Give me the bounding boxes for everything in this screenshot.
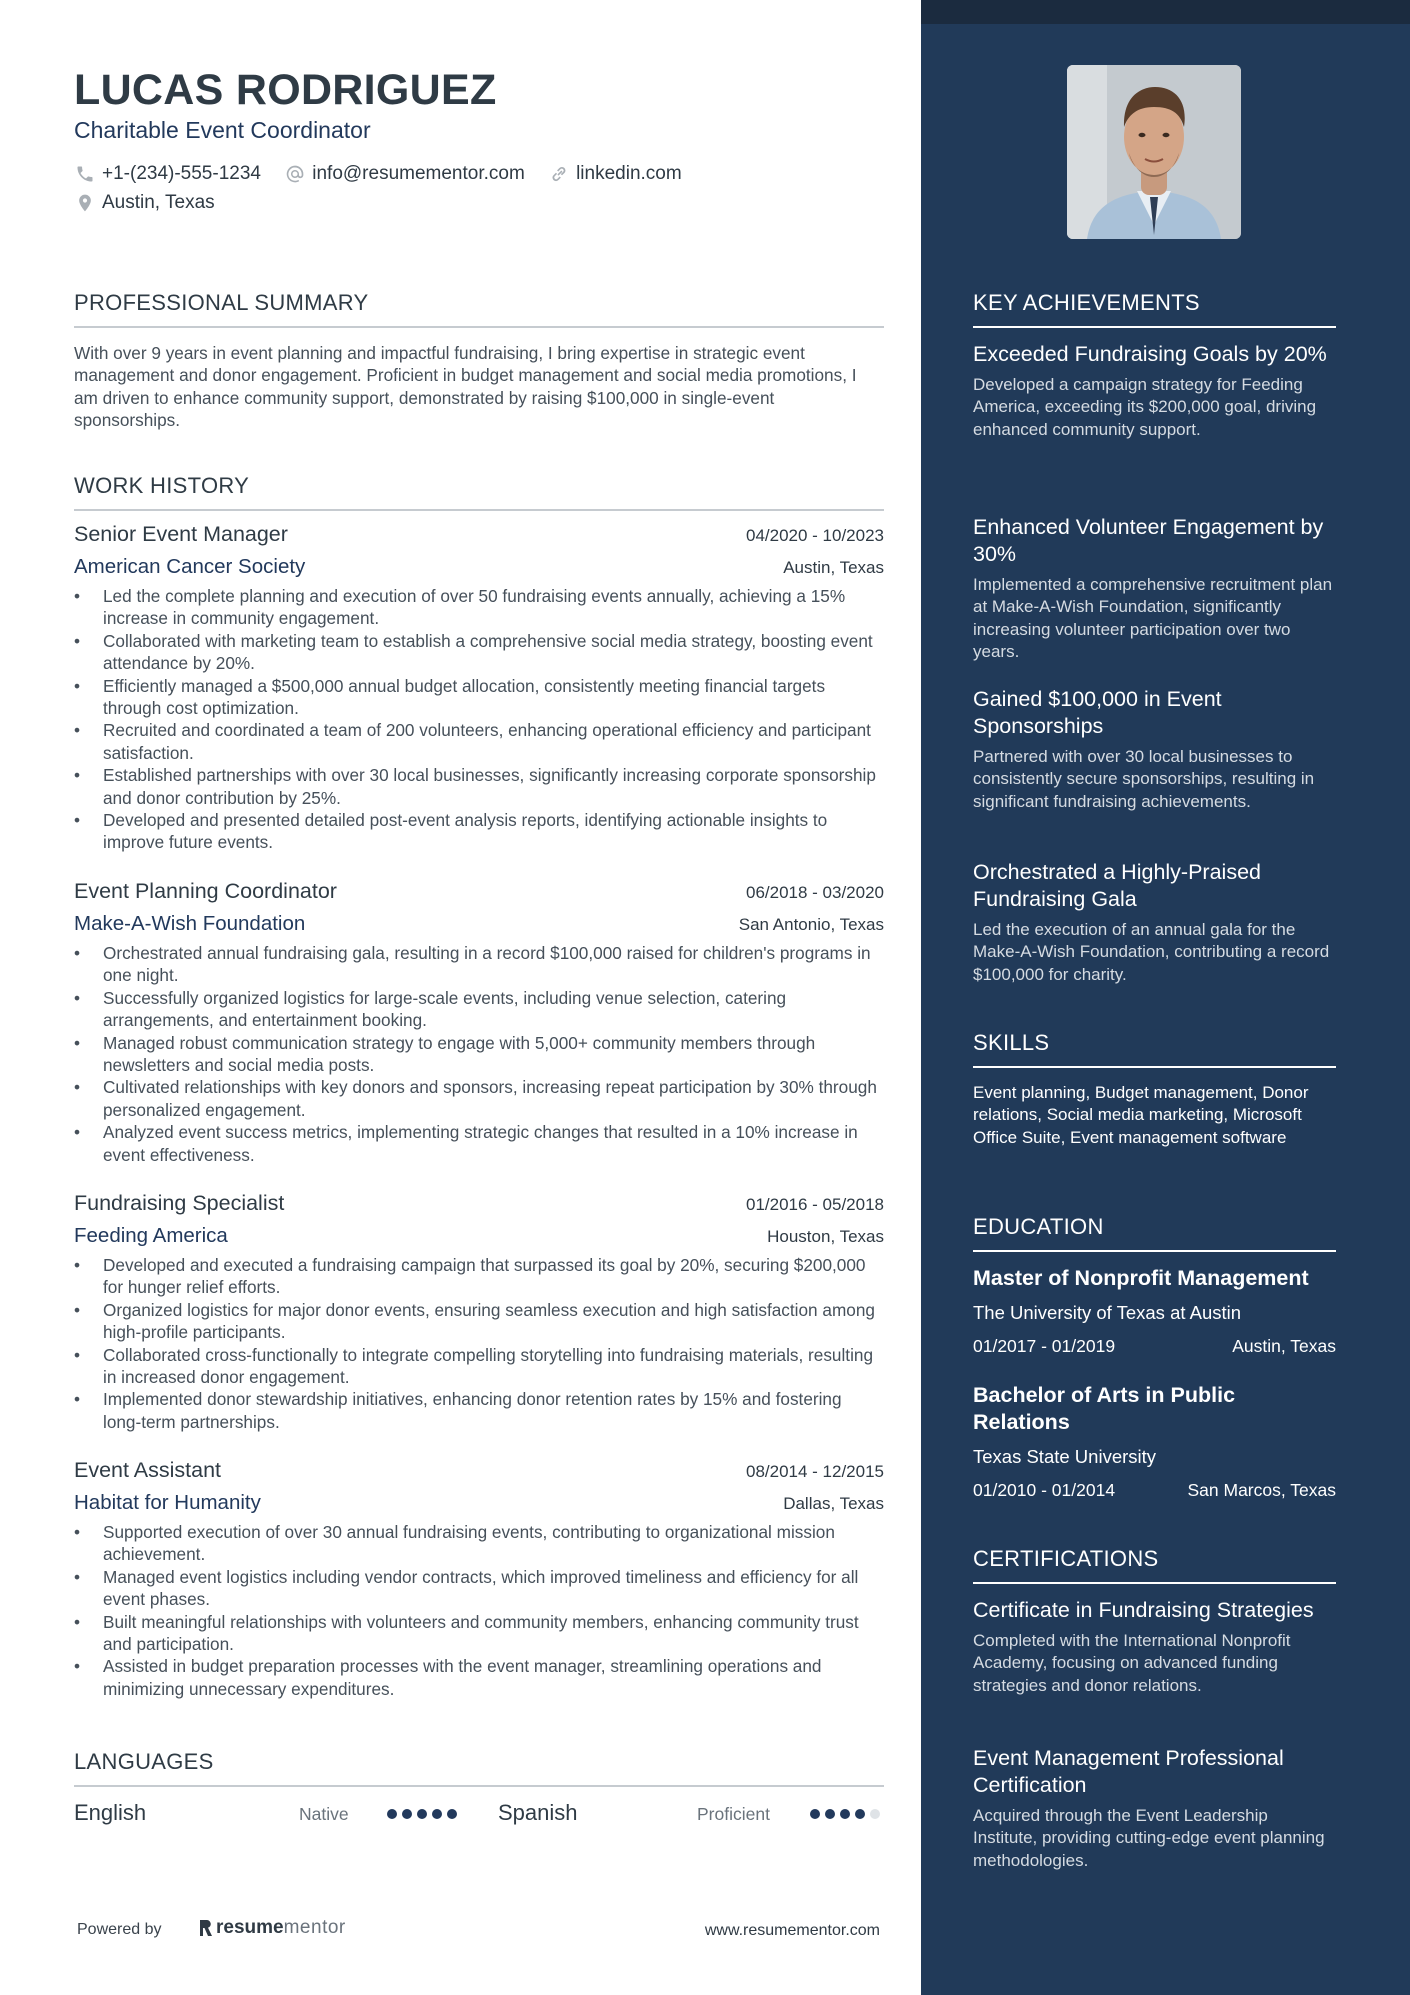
achievement-title: Exceeded Fundraising Goals by 20%: [973, 342, 1327, 366]
job-role: Event Planning Coordinator: [74, 879, 337, 903]
job-dates: 08/2014 - 12/2015: [745, 1462, 884, 1481]
phone-icon: [74, 163, 96, 185]
rating-dot-filled: [447, 1809, 457, 1819]
certifications-heading: CERTIFICATIONS: [973, 1546, 1336, 1584]
job-bullet: • Successfully organized logistics for large-scale events, including venue selection, catering arrangements, and entertainment booking.: [74, 987, 884, 1032]
job-entry: [74, 1458, 884, 1700]
job-company: Habitat for Humanity: [74, 1491, 261, 1514]
powered-by-text: Powered by: [77, 1921, 162, 1938]
link-icon: [548, 163, 570, 185]
job-bullet: • Organized logistics for major donor events, ensuring seamless execution and high satisfaction among high-profile participants.: [74, 1299, 884, 1344]
profile-photo: [1067, 65, 1241, 239]
job-bullet: • Managed event logistics including vendor contracts, which improved timeliness and efficiency for all event phases.: [74, 1566, 884, 1611]
job-bullet: • Led the complete planning and execution of over 50 fundraising events annually, achieving a 15% increase in community engagement.: [74, 585, 884, 630]
rating-dot-filled: [387, 1809, 397, 1819]
job-bullets: [74, 585, 884, 854]
rating-dot-filled: [810, 1809, 820, 1819]
languages-row: [74, 1796, 884, 1830]
job-bullet: • Established partnerships with over 30 local businesses, significantly increasing corporate sponsorship and donor contribution by 25%.: [74, 764, 884, 809]
job-location: Houston, Texas: [767, 1227, 884, 1246]
rating-dot-filled: [840, 1809, 850, 1819]
location-text: Austin, Texas: [102, 192, 215, 213]
achievement-desc: Developed a campaign strategy for Feeding America, exceeding its $200,000 goal, driving enhanced community support.: [973, 375, 1317, 439]
achievement-title: Gained $100,000 in Event Sponsorships: [973, 687, 1222, 738]
language-level: Native: [299, 1804, 349, 1824]
education-location: San Marcos, Texas: [1187, 1480, 1336, 1500]
job-company: Make-A-Wish Foundation: [74, 912, 306, 935]
skills-text: Event planning, Budget management, Donor relations, Social media marketing, Microsoft Office Suite, Event management software: [973, 1083, 1309, 1147]
email-contact[interactable]: [284, 160, 525, 187]
education-location: Austin, Texas: [1232, 1336, 1336, 1356]
sidebar: [921, 0, 1410, 1995]
education-item: [973, 1265, 1336, 1357]
summary-heading: PROFESSIONAL SUMMARY: [74, 290, 884, 328]
job-dates: 06/2018 - 03/2020: [745, 883, 884, 902]
job-company: American Cancer Society: [74, 555, 306, 578]
job-location: San Antonio, Texas: [738, 915, 884, 934]
job-dates: 04/2020 - 10/2023: [745, 526, 884, 545]
sidebar-top-bar: [921, 0, 1410, 24]
job-location: Austin, Texas: [783, 558, 884, 577]
job-entry: [74, 522, 884, 854]
job-bullets: [74, 1521, 884, 1700]
job-role: Fundraising Specialist: [74, 1191, 285, 1215]
rating-dot-empty: [870, 1809, 880, 1819]
achievement-item: [973, 514, 1336, 664]
job-bullet: • Developed and presented detailed post-event analysis reports, identifying actionable insights to improve future events.: [74, 809, 884, 854]
education-heading: EDUCATION: [973, 1214, 1336, 1252]
job-bullet: • Efficiently managed a $500,000 annual budget allocation, consistently meeting financial targets through cost optimization.: [74, 675, 884, 720]
job-bullet: • Cultivated relationships with key donors and sponsors, increasing repeat participation by 30% through personalized engagement.: [74, 1076, 884, 1121]
footer: [74, 1915, 884, 1945]
phone-contact[interactable]: [74, 160, 261, 187]
achievement-item: [973, 686, 1336, 813]
education-degree: Bachelor of Arts in Public Relations: [973, 1383, 1236, 1434]
rating-dot-filled: [417, 1809, 427, 1819]
at-icon: [284, 163, 306, 185]
job-role: Senior Event Manager: [74, 522, 288, 546]
language-name: Spanish: [498, 1800, 578, 1825]
achievement-item: [973, 341, 1336, 441]
website-link[interactable]: www.resumementor.com: [704, 1922, 880, 1939]
portrait-illustration: [1067, 65, 1241, 239]
email-text: info@resumementor.com: [312, 162, 525, 184]
skills-heading: SKILLS: [973, 1030, 1336, 1068]
job-bullets: [74, 942, 884, 1166]
work-history-heading: WORK HISTORY: [74, 473, 884, 511]
certification-item: [973, 1745, 1336, 1872]
job-bullet: • Developed and executed a fundraising campaign that surpassed its goal by 20%, securing $200,000 for hunger relief efforts.: [74, 1254, 884, 1299]
summary-text: With over 9 years in event planning and impactful fundraising, I bring expertise in strategic event management and donor engagement. Proficient in budget management and social media promotions, I am driven to enhance community support, demonstrated by raising $100,000 in single-event sponsorships.: [74, 343, 857, 431]
achievements-heading: KEY ACHIEVEMENTS: [973, 290, 1336, 328]
education-dates: 01/2010 - 01/2014: [973, 1480, 1116, 1500]
job-role: Event Assistant: [74, 1458, 221, 1482]
job-entry: [74, 879, 884, 1166]
job-bullet: • Collaborated cross-functionally to integrate compelling storytelling into fundraising materials, resulting in increased donor engagement.: [74, 1344, 884, 1389]
contact-info: [74, 160, 884, 219]
education-school: Texas State University: [973, 1446, 1157, 1467]
logo-text-light: mentor: [283, 1917, 346, 1938]
job-location: Dallas, Texas: [783, 1494, 884, 1513]
linkedin-contact[interactable]: [548, 160, 682, 187]
certification-title: Certificate in Fundraising Strategies: [973, 1598, 1314, 1622]
logo-mark-icon: [198, 1918, 213, 1938]
achievement-desc: Implemented a comprehensive recruitment plan at Make-A-Wish Foundation, significantly increasing volunteer participation over two years.: [973, 575, 1333, 662]
job-bullet: • Supported execution of over 30 annual fundraising events, contributing to organizational mission achievement.: [74, 1521, 884, 1566]
certification-title: Event Management Professional Certification: [973, 1746, 1284, 1797]
linkedin-text: linkedin.com: [576, 162, 682, 184]
job-bullet: • Analyzed event success metrics, implementing strategic changes that resulted in a 10% increase in event effectiveness.: [74, 1121, 884, 1166]
achievement-item: [973, 859, 1336, 986]
job-bullet: • Collaborated with marketing team to establish a comprehensive social media strategy, boosting event attendance by 20%.: [74, 630, 884, 675]
job-bullet: • Managed robust communication strategy to engage with 5,000+ community members through newsletters and social media posts.: [74, 1032, 884, 1077]
job-dates: 01/2016 - 05/2018: [745, 1195, 884, 1214]
language-rating: [810, 1809, 880, 1819]
job-bullet: • Implemented donor stewardship initiatives, enhancing donor retention rates by 15% and fostering long-term partnerships.: [74, 1388, 884, 1433]
education-item: [973, 1382, 1336, 1501]
rating-dot-filled: [432, 1809, 442, 1819]
languages-heading: LANGUAGES: [74, 1749, 884, 1787]
certification-item: [973, 1597, 1336, 1697]
phone-text: +1-(234)-555-1234: [102, 162, 261, 184]
job-bullet: • Orchestrated annual fundraising gala, resulting in a record $100,000 raised for children's programs in one night.: [74, 942, 884, 987]
job-bullet: • Recruited and coordinated a team of 200 volunteers, enhancing operational efficiency and participant satisfaction.: [74, 719, 884, 764]
job-bullet: • Built meaningful relationships with volunteers and community members, enhancing community trust and participation.: [74, 1611, 884, 1656]
job-company: Feeding America: [74, 1224, 228, 1247]
location-contact: [74, 190, 215, 217]
job-bullet: • Assisted in budget preparation processes with the event manager, streamlining operations and minimizing unnecessary expenditures.: [74, 1655, 884, 1700]
education-school: The University of Texas at Austin: [973, 1302, 1242, 1323]
logo-text-bold: resume: [216, 1917, 284, 1938]
achievement-desc: Partnered with over 30 local businesses to consistently secure sponsorships, resulting in significant fundraising achievements.: [973, 747, 1315, 811]
rating-dot-filled: [855, 1809, 865, 1819]
rating-dot-filled: [402, 1809, 412, 1819]
location-pin-icon: [74, 192, 96, 214]
language-rating: [387, 1809, 457, 1819]
language-name: English: [74, 1800, 147, 1825]
education-dates: 01/2017 - 01/2019: [973, 1336, 1116, 1356]
candidate-name: LUCAS RODRIGUEZ: [74, 66, 497, 114]
certification-desc: Completed with the International Nonprofit Academy, focusing on advanced funding strategies and donor relations.: [973, 1631, 1291, 1695]
rating-dot-filled: [825, 1809, 835, 1819]
achievement-title: Enhanced Volunteer Engagement by 30%: [973, 515, 1324, 566]
certification-desc: Acquired through the Event Leadership Institute, providing cutting-edge event planning methodologies.: [973, 1806, 1325, 1870]
language-level: Proficient: [697, 1804, 770, 1824]
education-degree: Master of Nonprofit Management: [973, 1266, 1309, 1290]
job-title: Charitable Event Coordinator: [74, 117, 371, 143]
achievement-desc: Led the execution of an annual gala for the Make-A-Wish Foundation, contributing a record $100,000 for charity.: [973, 920, 1330, 984]
achievement-title: Orchestrated a Highly-Praised Fundraising Gala: [973, 860, 1261, 911]
job-entry: [74, 1191, 884, 1433]
job-bullets: [74, 1254, 884, 1433]
resumementor-logo[interactable]: [198, 1917, 346, 1939]
